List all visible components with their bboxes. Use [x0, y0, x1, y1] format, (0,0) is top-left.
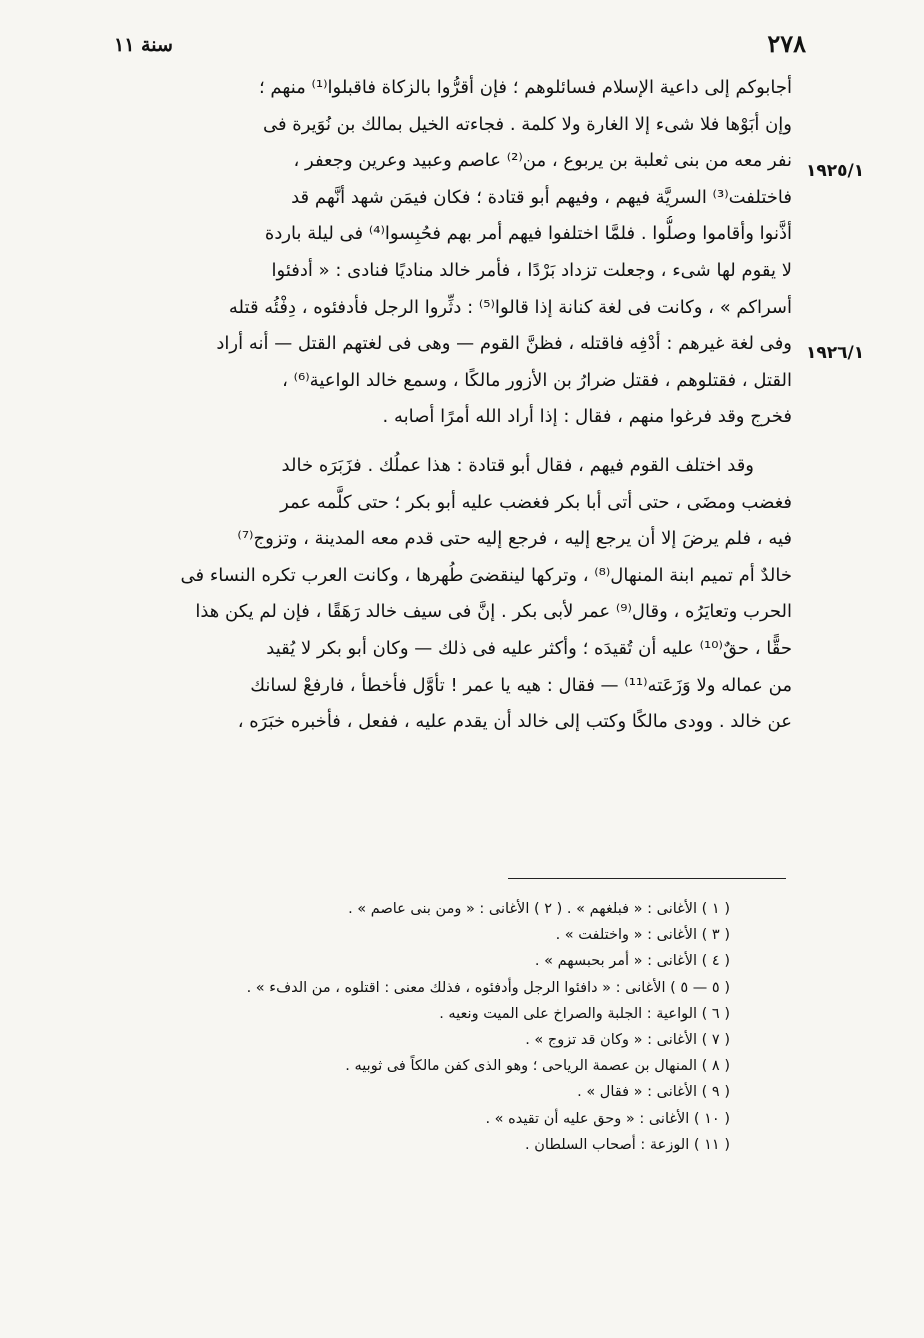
text-line: وفى لغة غيرهم : أدْفِه فاقتله ، فظنَّ القوم — وهى فى لغتهم القتل — أنه أراد [216, 333, 792, 355]
footnote: ( ١٠ ) الأغانى : « وحق عليه أن تقيده » . [485, 1110, 730, 1127]
footnotes [150, 896, 730, 1158]
text-line: وإن أبَوْها فلا شىء إلا الغارة ولا كلمة . فجاءته الخيل بمالك بن نُوَيرة فى [262, 113, 792, 135]
footnote: ( ٣ ) الأغانى : « واختلفت » . [555, 927, 730, 944]
footnote: ( ٦ ) الواعية : الجلبة والصراخ على الميت ونعيه . [439, 1005, 730, 1022]
text-line: خالدٌ أم تميم ابنة المنهال⁽⁸⁾ ، وتركها لينقضىَ طُهرها ، وكانت العرب تكره النساء فى [180, 564, 792, 586]
footnote: ( ٧ ) الأغانى : « وكان قد تزوج » . [525, 1032, 730, 1049]
main-text [100, 70, 792, 741]
footnote: ( ٩ ) الأغانى : « فقال » . [577, 1084, 730, 1101]
footnote: ( ٥ — ٥ ) الأغانى : « دافئوا الرجل وأدفئوه ، فذلك معنى : اقتلوه ، من الدفء » . [246, 979, 730, 996]
margin-ref-2: ١٩٢٦/١ [806, 343, 865, 363]
text-line: أجابوكم إلى داعية الإسلام فسائلوهم ؛ فإن أقرُّوا بالزكاة فاقبلوا⁽¹⁾ منهم ؛ [258, 77, 792, 98]
text-line: من عماله ولا وَزَعَته⁽¹¹⁾ — فقال : هيه يا عمر ! تأوَّل فأخطأ ، فارفعْ لسانك [250, 674, 792, 696]
paragraph-gap [100, 436, 792, 448]
footnote: ( ١ ) الأغانى : « فبلغهم » . ( ٢ ) الأغانى : « ومن بنى عاصم » . [348, 901, 730, 917]
year-label: سنة ١١ [114, 34, 173, 56]
text-line: فخرج وقد فرغوا منهم ، فقال : إذا أراد الله أمرًا أصابه . [382, 406, 792, 428]
text-line: فيه ، فلم يرضَ إلا أن يرجع إليه ، فرجع إليه حتى قدم معه المدينة ، وتزوج⁽⁷⁾ [237, 528, 792, 550]
text-line: فغضب ومضَى ، حتى أتى أبا بكر فغضب عليه أبو بكر ؛ حتى كلَّمه عمر [280, 491, 792, 513]
page-number: ٢٧٨ [767, 29, 806, 58]
text-line: نفر معه من بنى ثعلبة بن يربوع ، من⁽²⁾ عاصم وعبيد وعرين وجعفر ، [293, 150, 792, 172]
footnote: ( ١١ ) الوزعة : أصحاب السلطان . [525, 1136, 730, 1153]
text-line: أذَّنوا وأقاموا وصلُّوا . فلمَّا اختلفوا فيهم أمر بهم فحُبِسوا⁽⁴⁾ فى ليلة باردة [264, 223, 792, 245]
text-line: الحرب وتعايَرُه ، وقال⁽⁹⁾ عمر لأبى بكر . إنَّ فى سيف خالد رَهَقًا ، فإن لم يكن هذا [195, 601, 792, 623]
text-line: أسراكم » ، وكانت فى لغة كنانة إذا قالوا⁽⁵⁾ : دثِّروا الرجل فأدفئوه ، دِفْئُه قتله [228, 296, 792, 318]
margin-ref-1: ١٩٢٥/١ [806, 161, 865, 181]
footnote: ( ٨ ) المنهال بن عصمة الرياحى ؛ وهو الذى كفن مالكاً فى ثوبيه . [345, 1058, 730, 1075]
footnote: ( ٤ ) الأغانى : « أمر بحبسهم » . [534, 953, 730, 970]
text-line: وقد اختلف القوم فيهم ، فقال أبو قتادة : هذا عملُك . فزَبَرَه خالد [281, 454, 754, 476]
footnote-divider [508, 878, 786, 879]
text-line: القتل ، فقتلوهم ، فقتل ضرارُ بن الأزور مالكًا ، وسمع خالد الواعية⁽⁶⁾ ، [282, 369, 792, 391]
text-line: فاختلفت⁽³⁾ السريَّة فيهم ، وفيهم أبو قتادة ؛ فكان فيمَن شهد أنَّهم قد [291, 186, 792, 208]
text-line: حقًّا ، حقٌ⁽¹⁰⁾ عليه أن تُقيدَه ؛ وأكثر عليه فى ذلك — وكان أبو بكر لا يُقيد [266, 637, 792, 659]
text-line: لا يقوم لها شىء ، وجعلت تزداد بَرْدًا ، فأمر خالد مناديًا فنادى : « أدفئوا [271, 259, 792, 281]
text-line: عن خالد . وودى مالكًا وكتب إلى خالد أن يقدم عليه ، ففعل ، فأخبره خبَرَه ، [237, 711, 792, 733]
